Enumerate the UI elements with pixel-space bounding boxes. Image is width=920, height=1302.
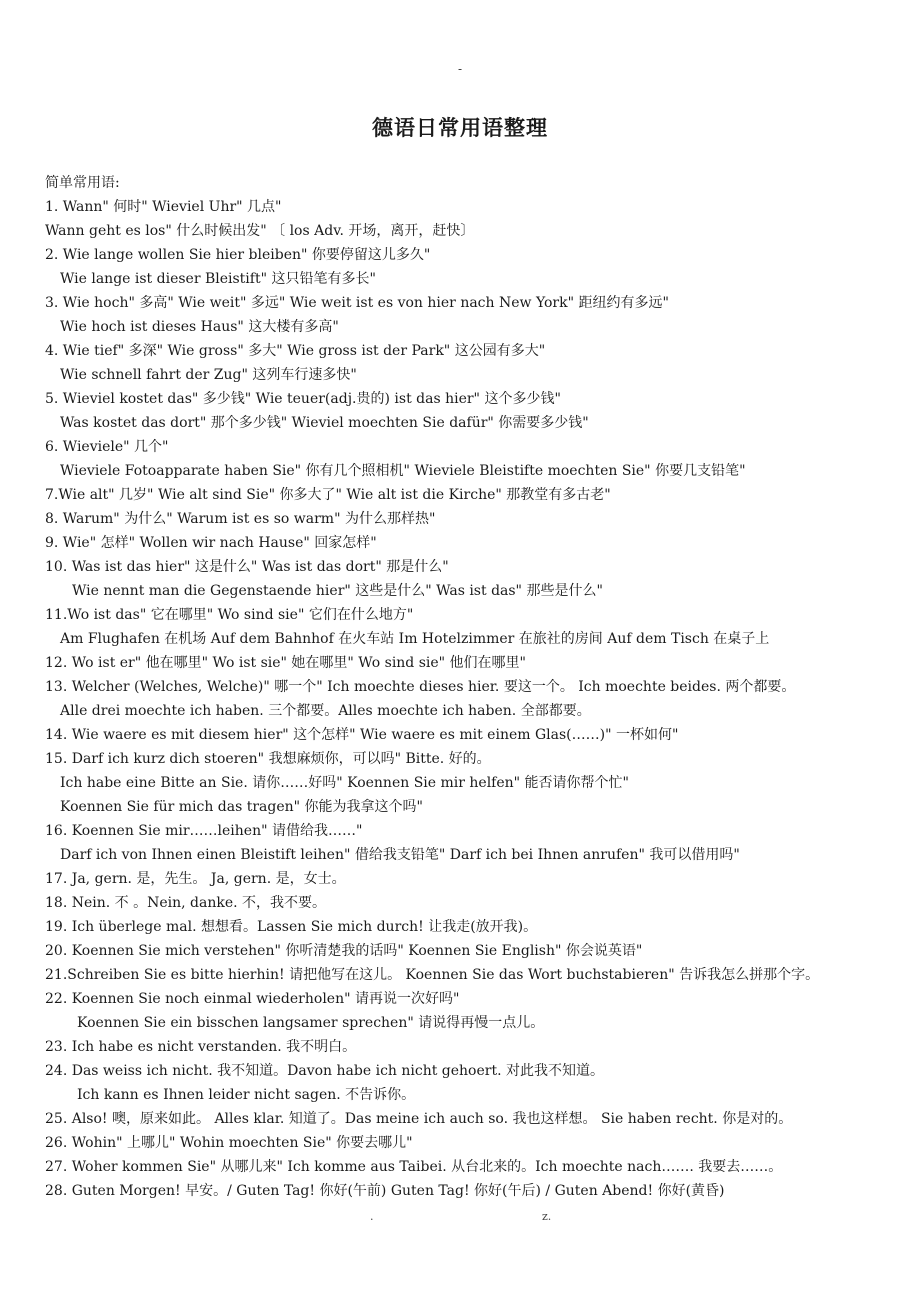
phrase-line: 14. Wie waere es mit diesem hier" 这个怎样" Wie waere es mit einem Glas(……)" 一杯如何" (45, 727, 679, 743)
phrase-line: 25. Also! 噢，原来如此。 Alles klar. 知道了。Das meine ich auch so. 我也这样想。 Sie haben recht. 你是对的。 (45, 1111, 793, 1127)
phrase-line: 16. Koennen Sie mir……leihen" 请借给我……" (45, 823, 363, 839)
phrase-line: 26. Wohin" 上哪儿" Wohin moechten Sie" 你要去哪儿" (45, 1135, 413, 1151)
phrase-line: Koennen Sie ein bisschen langsamer sprechen" 请说得再慢一点儿。 (77, 1015, 545, 1031)
phrase-line: Wieviele Fotoapparate haben Sie" 你有几个照相机" Wieviele Bleistifte moechten Sie" 你要几支铅笔" (60, 463, 746, 479)
phrase-line: 23. Ich habe es nicht verstanden. 我不明白。 (45, 1039, 357, 1055)
phrase-line: 10. Was ist das hier" 这是什么" Was ist das dort" 那是什么" (45, 559, 449, 575)
phrase-line: Wie nennt man die Gegenstaende hier" 这些是什么" Was ist das" 那些是什么" (72, 583, 603, 599)
phrase-line: 3. Wie hoch" 多高" Wie weit" 多远" Wie weit ist es von hier nach New York" 距纽约有多远" (45, 295, 669, 311)
phrase-line: 8. Warum" 为什么" Warum ist es so warm" 为什么那样热" (45, 511, 436, 527)
phrase-line: 1. Wann" 何时" Wieviel Uhr" 几点" (45, 199, 282, 215)
phrase-line: 18. Nein. 不 。Nein, danke. 不，我不要。 (45, 895, 327, 911)
phrase-line: Koennen Sie für mich das tragen" 你能为我拿这个吗" (60, 799, 423, 815)
phrase-line: 20. Koennen Sie mich verstehen" 你听清楚我的话吗" Koennen Sie English" 你会说英语" (45, 943, 643, 959)
phrase-line: 22. Koennen Sie noch einmal wiederholen" 请再说一次好吗" (45, 991, 460, 1007)
phrase-line: 7.Wie alt" 几岁" Wie alt sind Sie" 你多大了" Wie alt ist die Kirche" 那教堂有多古老" (45, 487, 611, 503)
phrase-list (45, 171, 905, 1203)
phrase-line: 5. Wieviel kostet das" 多少钱" Wie teuer(adj.贵的) ist das hier" 这个多少钱" (45, 391, 561, 407)
phrase-line: 12. Wo ist er" 他在哪里" Wo ist sie" 她在哪里" Wo sind sie" 他们在哪里" (45, 655, 526, 671)
phrase-line: 19. Ich überlege mal. 想想看。Lassen Sie mich durch! 让我走(放开我)。 (45, 919, 538, 935)
section-heading: 简单常用语: (45, 175, 120, 191)
phrase-line: 2. Wie lange wollen Sie hier bleiben" 你要停留这儿多久" (45, 247, 431, 263)
phrase-line: Ich kann es Ihnen leider nicht sagen. 不告诉你。 (77, 1087, 416, 1103)
phrase-line: Wie schnell fahrt der Zug" 这列车行速多快" (60, 367, 357, 383)
phrase-line: 6. Wieviele" 几个" (45, 439, 169, 455)
phrase-line: 17. Ja, gern. 是，先生。 Ja, gern. 是，女士。 (45, 871, 346, 887)
phrase-line: 13. Welcher (Welches, Welche)" 哪一个" Ich moechte dieses hier. 要这一个。 Ich moechte beides. 两个都要。 (45, 679, 796, 695)
phrase-line: 28. Guten Morgen! 早安。/ Guten Tag! 你好(午前) Guten Tag! 你好(午后) / Guten Abend! 你好(黄昏) (45, 1183, 725, 1199)
phrase-line: Am Flughafen 在机场 Auf dem Bahnhof 在火车站 Im Hotelzimmer 在旅社的房间 Auf dem Tisch 在桌子上 (60, 631, 770, 647)
phrase-line: 27. Woher kommen Sie" 从哪儿来" Ich komme aus Taibei. 从台北来的。Ich moechte nach……. 我要去……。 (45, 1159, 783, 1175)
phrase-line: Wie lange ist dieser Bleistift" 这只铅笔有多长" (60, 271, 376, 287)
phrase-line: Darf ich von Ihnen einen Bleistift leihen" 借给我支铅笔" Darf ich bei Ihnen anrufen" 我可以借用吗" (60, 847, 740, 863)
phrase-line: 15. Darf ich kurz dich stoeren" 我想麻烦你，可以吗" Bitte. 好的。 (45, 751, 491, 767)
phrase-line: Ich habe eine Bitte an Sie. 请你……好吗" Koennen Sie mir helfen" 能否请你帮个忙" (60, 775, 629, 791)
phrase-line: 11.Wo ist das" 它在哪里" Wo sind sie" 它们在什么地方" (45, 607, 414, 623)
phrase-line: 4. Wie tief" 多深" Wie gross" 多大" Wie gross ist der Park" 这公园有多大" (45, 343, 546, 359)
phrase-line: Wie hoch ist dieses Haus" 这大楼有多高" (60, 319, 339, 335)
page-title: 德语日常用语整理 (372, 115, 548, 140)
header-mark: - (457, 62, 463, 76)
phrase-line: Wann geht es los" 什么时候出发" 〔 los Adv. 开场，离开，赶快〕 (45, 223, 475, 239)
phrase-line: 24. Das weiss ich nicht. 我不知道。Davon habe ich nicht gehoert. 对此我不知道。 (45, 1063, 604, 1079)
footer-left-mark: . (370, 1210, 374, 1223)
footer-right-mark: z. (542, 1210, 552, 1223)
phrase-line: 21.Schreiben Sie es bitte hierhin! 请把他写在这儿。 Koennen Sie das Wort buchstabieren" 告诉我怎么拼那个字。 (45, 967, 820, 983)
phrase-line: 9. Wie" 怎样" Wollen wir nach Hause" 回家怎样" (45, 535, 377, 551)
phrase-line: Was kostet das dort" 那个多少钱" Wieviel moechten Sie dafür" 你需要多少钱" (60, 415, 589, 431)
phrase-line: Alle drei moechte ich haben. 三个都要。Alles moechte ich haben. 全部都要。 (60, 703, 591, 719)
